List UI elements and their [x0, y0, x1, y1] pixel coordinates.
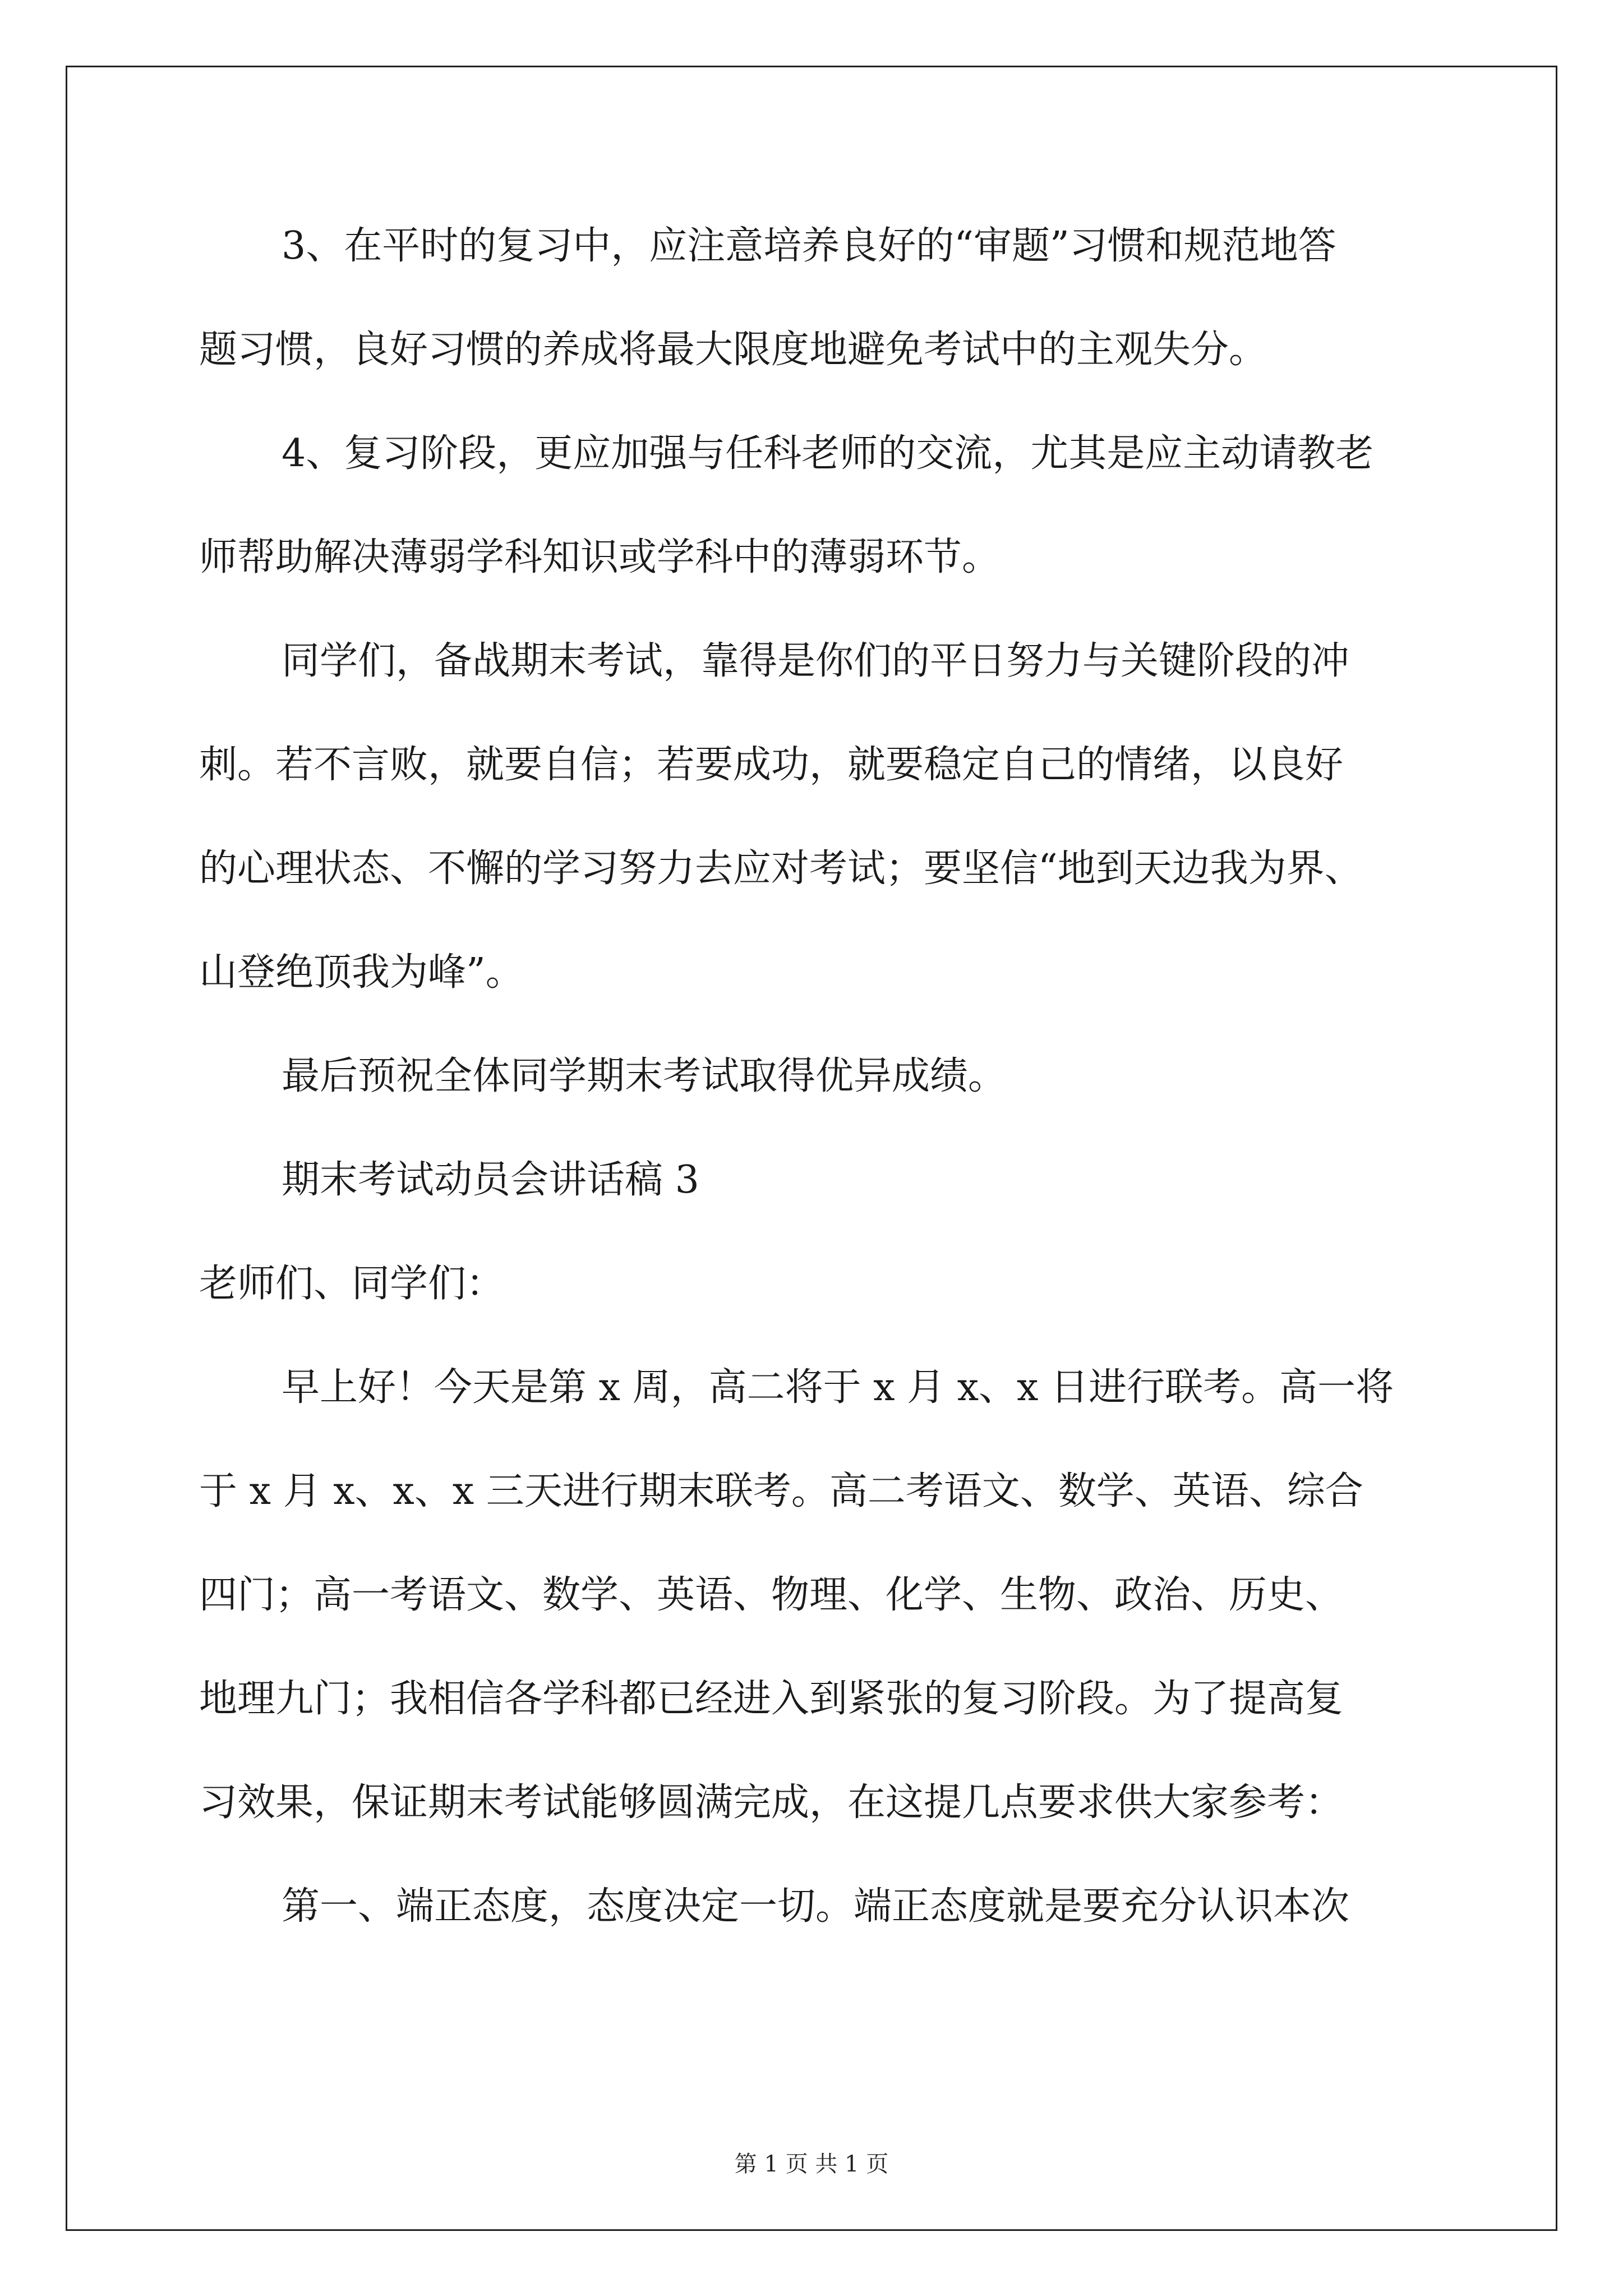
- text-line: 3、在平时的复习中，应注意培养良好的“审题”习惯和规范地答: [282, 224, 1336, 268]
- text-line: 早上好！今天是第 x 周，高二将于 x 月 x、x 日进行联考。高一将: [282, 1365, 1394, 1410]
- text-line: 地理九门；我相信各学科都已经进入到紧张的复习阶段。为了提高复: [199, 1677, 1344, 1721]
- salutation: 老师们、同学们：: [199, 1262, 505, 1306]
- section-heading: 期末考试动员会讲话稿 3: [282, 1158, 699, 1202]
- text-line: 第一、端正态度，态度决定一切。端正态度就是要充分认识本次: [282, 1884, 1350, 1929]
- page-footer: 第 1 页 共 1 页: [734, 2151, 889, 2177]
- text-line: 同学们，备战期末考试，靠得是你们的平日努力与关键阶段的冲: [282, 639, 1350, 683]
- text-line: 的心理状态、不懈的学习努力去应对考试；要坚信“地到天边我为界、: [199, 846, 1363, 891]
- text-line: 最后预祝全体同学期末考试取得优异成绩。: [282, 1054, 1007, 1098]
- text-line: 4、复习阶段，更应加强与任科老师的交流，尤其是应主动请教老: [282, 431, 1374, 476]
- text-line: 师帮助解决薄弱学科知识或学科中的薄弱环节。: [199, 535, 1000, 579]
- text-line: 山登绝顶我为峰”。: [199, 950, 524, 995]
- text-line: 四门；高一考语文、数学、英语、物理、化学、生物、政治、历史、: [199, 1573, 1344, 1617]
- text-line: 刺。若不言败，就要自信；若要成功，就要稳定自己的情绪，以良好: [199, 743, 1344, 787]
- text-line: 题习惯，良好习惯的养成将最大限度地避免考试中的主观失分。: [199, 328, 1267, 372]
- text-line: 于 x 月 x、x、x 三天进行期末联考。高二考语文、数学、英语、综合: [199, 1469, 1363, 1513]
- text-line: 习效果，保证期末考试能够圆满完成，在这提几点要求供大家参考：: [199, 1780, 1344, 1825]
